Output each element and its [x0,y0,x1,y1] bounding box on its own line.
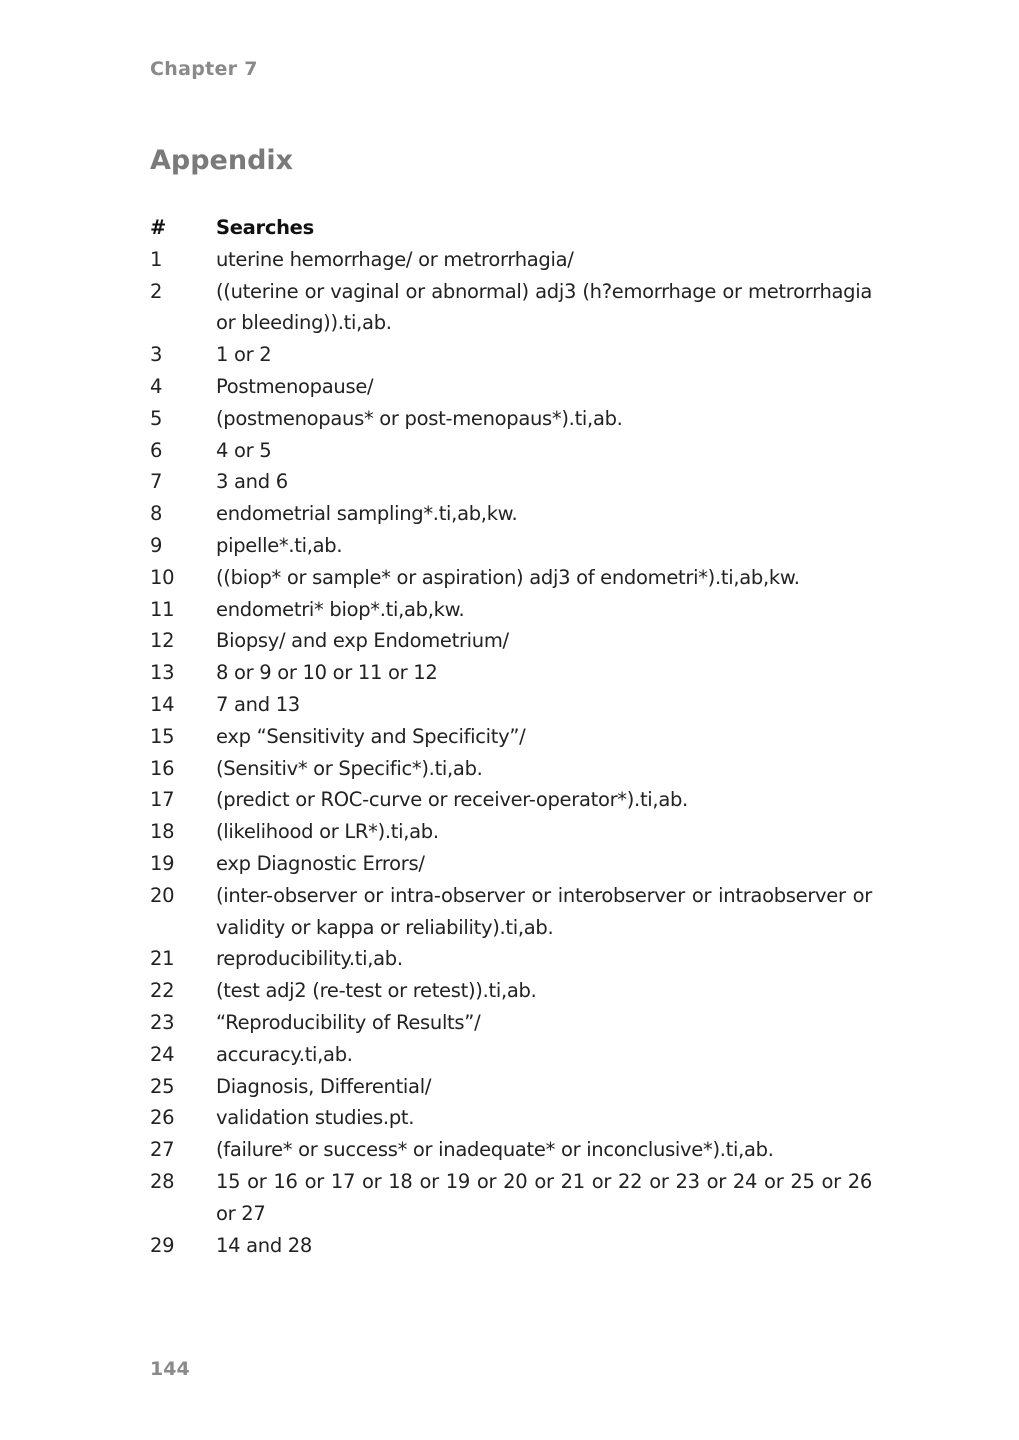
row-number: 14 [150,692,175,716]
table-row [150,1039,872,1071]
row-number: 7 [150,470,163,494]
row-number: 25 [150,1074,175,1098]
row-number: 9 [150,533,163,557]
row-search-text: (failure* or success* or inadequate* or inconclusive*).ti,ab. [216,1138,774,1162]
row-search-text: exp “Sensitivity and Specificity”/ [216,724,526,748]
table-row [150,530,872,562]
row-search-text: (postmenopaus* or post-menopaus*).ti,ab. [216,406,623,430]
row-number: 3 [150,343,163,367]
table-row [150,276,872,340]
row-number: 2 [150,279,163,303]
table-header-row [150,212,872,244]
table-row [150,1007,872,1039]
chapter-label: Chapter 7 [150,58,258,80]
table-row [150,339,872,371]
table-row [150,753,872,785]
table-row [150,371,872,403]
table-row [150,880,872,944]
table-body [150,244,872,1262]
table-row [150,657,872,689]
row-search-text: 8 or 9 or 10 or 11 or 12 [216,661,438,685]
row-search-text: (test adj2 (re-test or retest)).ti,ab. [216,979,537,1003]
row-search-text: accuracy.ti,ab. [216,1042,353,1066]
row-number: 12 [150,629,175,653]
row-search-text: “Reproducibility of Results”/ [216,1010,481,1034]
table-row [150,1102,872,1134]
row-number: 26 [150,1106,175,1130]
row-number: 21 [150,947,175,971]
row-search-text: pipelle*.ti,ab. [216,533,343,557]
row-search-text: uterine hemorrhage/ or metrorrhagia/ [216,247,574,271]
row-search-text: Biopsy/ and exp Endometrium/ [216,629,509,653]
row-number: 1 [150,247,163,271]
row-search-text: ((biop* or sample* or aspiration) adj3 of endometri*).ti,ab,kw. [216,565,800,589]
row-number: 5 [150,406,163,430]
row-number: 6 [150,438,163,462]
row-search-text: 3 and 6 [216,470,288,494]
table-row [150,244,872,276]
row-search-text: (predict or ROC-curve or receiver-operator*).ti,ab. [216,788,688,812]
row-number: 29 [150,1233,175,1257]
row-search-text: (likelihood or LR*).ti,ab. [216,820,439,844]
table-row [150,1134,872,1166]
row-search-text: 4 or 5 [216,438,272,462]
table-row [150,466,872,498]
row-search-text: endometrial sampling*.ti,ab,kw. [216,502,518,526]
row-number: 11 [150,597,175,621]
row-number: 15 [150,724,175,748]
page-title: Appendix [150,145,294,176]
row-number: 10 [150,565,175,589]
table-row [150,721,872,753]
row-search-text: endometri* biop*.ti,ab,kw. [216,597,465,621]
row-search-text: Postmenopause/ [216,374,374,398]
row-number: 16 [150,756,175,780]
row-search-text: (inter-observer or intra-observer or interobserver or intraobserver or validity or kappa or reliability).ti,ab. [216,883,872,939]
table-row [150,1071,872,1103]
row-number: 20 [150,883,175,907]
table-row [150,848,872,880]
column-header-searches: Searches [216,216,314,239]
row-number: 23 [150,1010,175,1034]
search-table [150,212,872,1261]
row-search-text: reproducibility.ti,ab. [216,947,403,971]
table-row [150,784,872,816]
row-search-text: 15 or 16 or 17 or 18 or 19 or 20 or 21 or 22 or 23 or 24 or 25 or 26 or 27 [216,1169,872,1225]
row-search-text: 1 or 2 [216,343,272,367]
row-number: 17 [150,788,175,812]
row-search-text: 14 and 28 [216,1233,313,1257]
row-search-text: (Sensitiv* or Specific*).ti,ab. [216,756,483,780]
row-number: 4 [150,374,163,398]
row-number: 18 [150,820,175,844]
row-number: 24 [150,1042,175,1066]
row-number: 8 [150,502,163,526]
table-row [150,594,872,626]
row-search-text: validation studies.pt. [216,1106,415,1130]
column-header-number: # [150,216,167,239]
page-number: 144 [150,1358,190,1380]
table-row [150,1166,872,1230]
row-number: 19 [150,851,175,875]
row-search-text: 7 and 13 [216,692,300,716]
table-row [150,816,872,848]
row-search-text: ((uterine or vaginal or abnormal) adj3 (h?emorrhage or metrorrhagia or bleeding)).ti,ab. [216,279,872,335]
table-row [150,498,872,530]
table-row [150,689,872,721]
row-number: 22 [150,979,175,1003]
table-row [150,943,872,975]
table-row [150,403,872,435]
row-number: 27 [150,1138,175,1162]
row-number: 28 [150,1169,175,1193]
row-search-text: Diagnosis, Differential/ [216,1074,432,1098]
row-number: 13 [150,661,175,685]
table-row [150,435,872,467]
table-row [150,975,872,1007]
table-row [150,562,872,594]
table-row [150,1230,872,1262]
row-search-text: exp Diagnostic Errors/ [216,851,425,875]
table-row [150,625,872,657]
